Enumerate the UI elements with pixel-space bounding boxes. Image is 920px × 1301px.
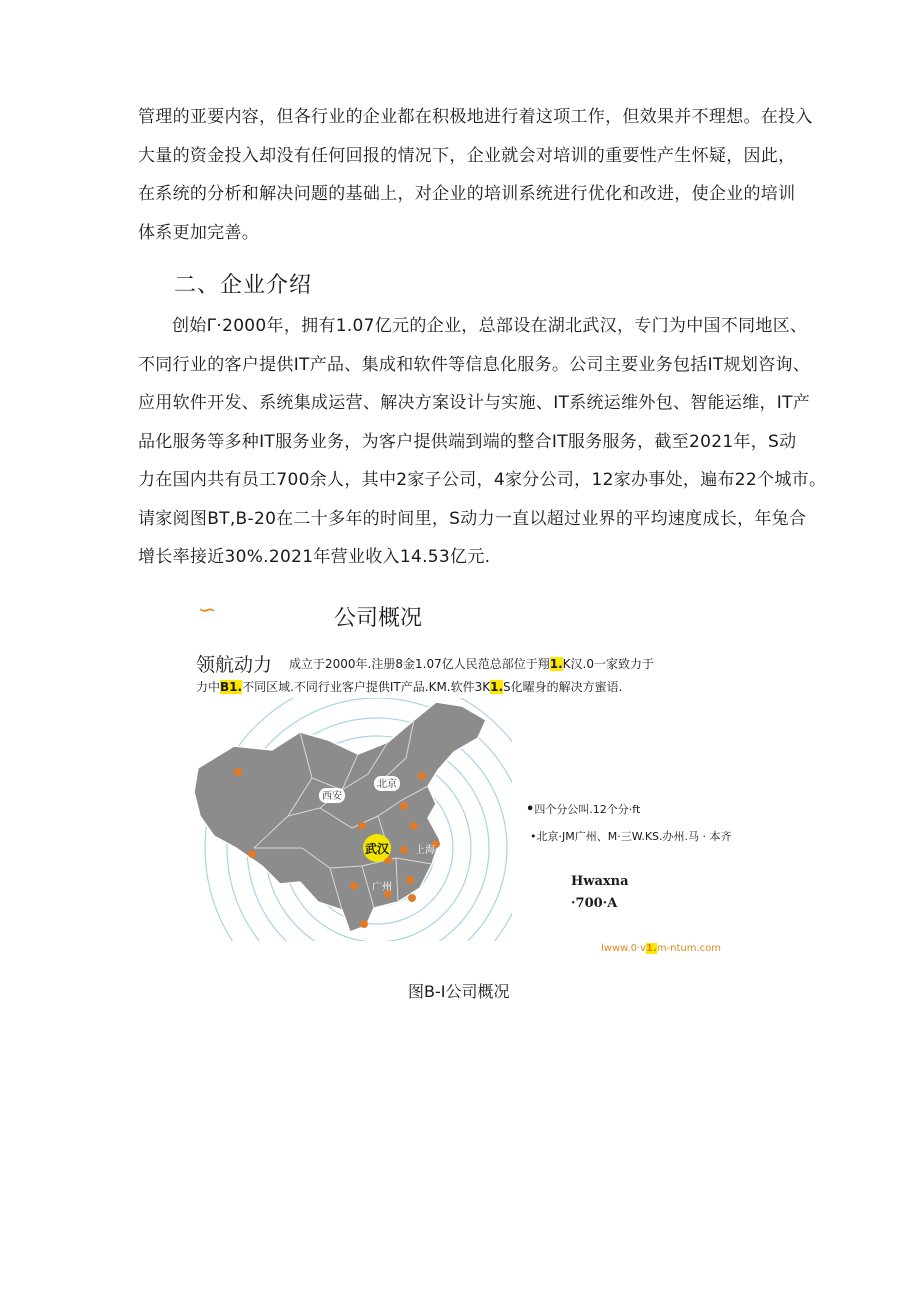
figure-title: 公司概况 (334, 606, 423, 631)
china-map (192, 698, 512, 941)
text-line: 体系更加完善。 (138, 222, 260, 243)
map-label-wuhan: 武汉 (364, 842, 390, 856)
figure-caption: 图B-I公司概况 (408, 982, 510, 1001)
intro-text: 不同区域.不同行业客户提供IT产品.KM.软件3K (242, 680, 491, 694)
text-line: 品化服务等多种IT服务业务，为客户提供端到端的整合IT服务服务，截至2021年，S动 (138, 431, 797, 452)
text-line: 管理的亚要内容，但各行业的企业都在积极地进行着这项工作，但效果并不理想。在投入 (138, 107, 813, 127)
intro-text: S化曜身的解决方蜜语. (503, 680, 623, 694)
text-line: 应用软件开发、系统集成运营、解决方案设计与实施、IT系统运维外包、智能运维，IT产 (138, 393, 811, 413)
staff-stat-label: Hwaxna (571, 874, 629, 889)
text-line: 创始Γ·2000年，拥有1.07亿元的企业，总部设在湖北武汉，专门为中国不同地区、 (172, 316, 808, 336)
map-label-xian: 西安 (322, 791, 342, 802)
staff-stat-value: ·700·A (571, 896, 618, 911)
body-paragraph-1 (138, 98, 813, 252)
brand-name: 领航动力 (196, 654, 273, 676)
text-line: 大量的资金投入却没有任何回报的情况下，企业就会对培训的重要性产生怀疑，因此， (138, 145, 796, 166)
text-line: 在系统的分析和解决问题的基础上，对企业的培训系统进行优化和改进，使企业的培训 (138, 184, 796, 204)
intro-highlight: 1. (490, 680, 504, 694)
url-text: m-ntum.com (656, 943, 722, 954)
china-outline (194, 702, 486, 932)
figure-dash-icon: ∽ (198, 598, 217, 623)
intro-highlight: 1. (549, 657, 563, 671)
text-line: 请家阅图BT,B-20在二十多年的时间里，S动力一直以超过业界的平均速度成长，年兔合 (138, 508, 807, 529)
intro-text: K汉.0一家致力于 (562, 657, 654, 671)
intro-text: 力中 (196, 680, 221, 694)
figure-url (601, 943, 721, 954)
figure-intro-line-1 (289, 655, 654, 672)
text-line: 力在国内共有员工700余人，其中2家子公司，4家分公司，12家办事处，遍布22个城市。 (138, 470, 827, 490)
map-label-shanghai: 上海 (415, 845, 435, 856)
text-line: 不同行业的客户提供IT产品、集成和软件等信息化服务。公司主要业务包括IT规划咨询、 (138, 354, 811, 375)
text-line: 增长率接近30%.2021年营业收入14.53亿元. (138, 547, 491, 567)
map-label-beijing: 北京 (377, 779, 397, 790)
offices-text: 四个分公叫.12个分·ft (534, 803, 641, 816)
url-highlight: 1. (646, 943, 657, 954)
offices-summary (526, 801, 640, 817)
url-text: lwww.0·v (601, 943, 647, 954)
body-paragraph-2 (138, 307, 827, 577)
map-label-guangzhou: 广州 (372, 882, 392, 893)
intro-text: 成立于2000年.注册8金1.07亿人民范总部位于翔 (289, 657, 550, 671)
intro-highlight: B1. (220, 680, 243, 694)
figure-intro-line-2 (196, 678, 622, 695)
offices-cities: •北京·JM广州、M·三W.KS.办州.马 · 本齐 (530, 830, 732, 843)
bullet-icon: • (526, 802, 535, 817)
section-heading: 二、企业介绍 (174, 273, 313, 298)
